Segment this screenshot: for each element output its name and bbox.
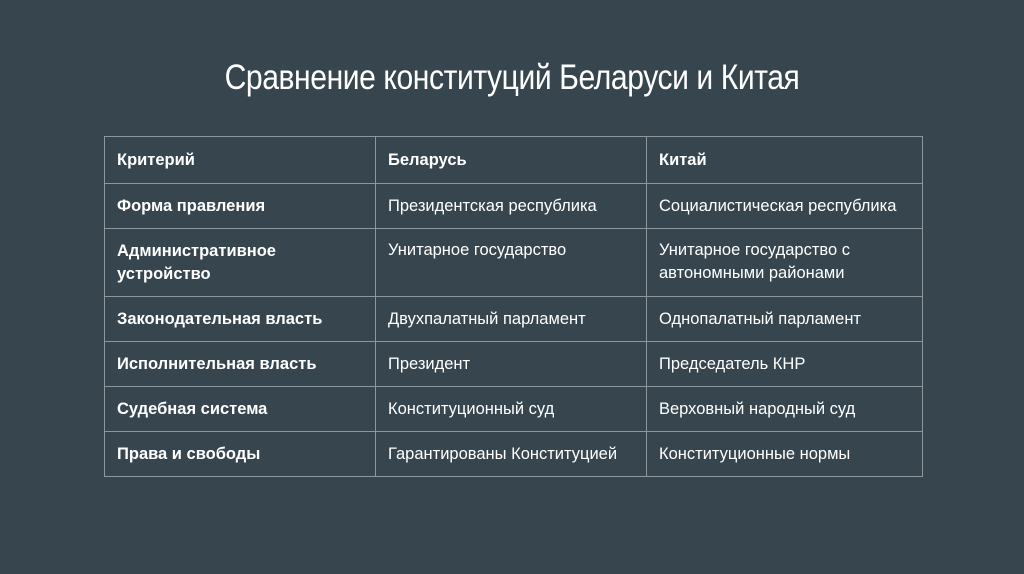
criterion-cell: Законодательная власть	[105, 297, 376, 342]
table-row	[105, 184, 923, 229]
header-belarus: Беларусь	[376, 137, 647, 184]
table-row	[105, 297, 923, 342]
china-cell: Однопалатный парламент	[647, 297, 923, 342]
belarus-cell: Конституционный суд	[376, 387, 647, 432]
criterion-cell: Форма правления	[105, 184, 376, 229]
table-row	[105, 342, 923, 387]
header-china: Китай	[647, 137, 923, 184]
table-row	[105, 387, 923, 432]
china-cell: Конституционные нормы	[647, 432, 923, 477]
china-cell: Председатель КНР	[647, 342, 923, 387]
slide-title: Сравнение конституций Беларуси и Китая	[224, 58, 800, 97]
belarus-cell: Двухпалатный парламент	[376, 297, 647, 342]
criterion-cell: Административное устройство	[105, 229, 376, 297]
belarus-cell: Гарантированы Конституцией	[376, 432, 647, 477]
belarus-cell: Президент	[376, 342, 647, 387]
criterion-cell: Судебная система	[105, 387, 376, 432]
china-cell: Социалистическая республика	[647, 184, 923, 229]
table-row	[105, 229, 923, 297]
header-criterion: Критерий	[105, 137, 376, 184]
china-cell: Верховный народный суд	[647, 387, 923, 432]
china-cell: Унитарное государство с автономными районами	[647, 229, 923, 297]
belarus-cell: Унитарное государство	[376, 229, 647, 297]
criterion-cell: Исполнительная власть	[105, 342, 376, 387]
belarus-cell: Президентская республика	[376, 184, 647, 229]
table-row	[105, 432, 923, 477]
comparison-table	[104, 136, 923, 477]
criterion-cell: Права и свободы	[105, 432, 376, 477]
table-header-row	[105, 137, 923, 184]
